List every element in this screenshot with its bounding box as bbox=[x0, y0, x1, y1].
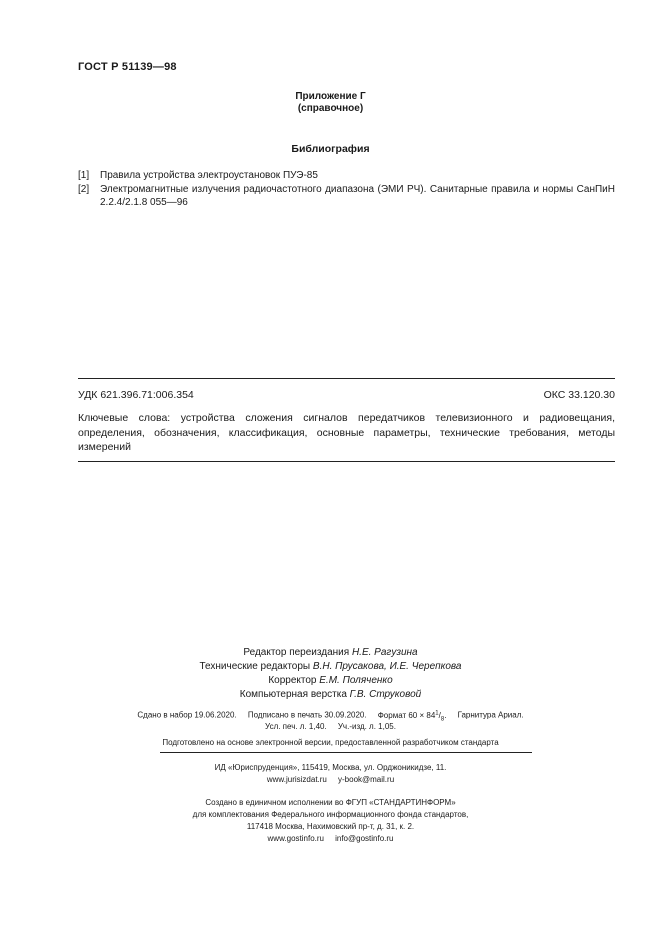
divider-top bbox=[78, 378, 615, 379]
credit-corrector bbox=[0, 674, 661, 688]
bibliography-entry-1 bbox=[78, 169, 615, 182]
signed-date: Подписано в печать 30.09.2020. bbox=[247, 710, 367, 720]
publisher-site-link[interactable]: www.jurisizdat.ru bbox=[266, 775, 327, 784]
publishing-row-1 bbox=[0, 710, 661, 722]
credit-layout bbox=[0, 688, 661, 702]
editor-label: Редактор переиздания bbox=[243, 647, 350, 658]
font-info: Гарнитура Ариал. bbox=[457, 710, 524, 720]
bibliography-title: Библиография bbox=[291, 143, 370, 155]
corrector-name: Е.М. Поляченко bbox=[319, 675, 393, 686]
print-sheets: Усл. печ. л. 1,40. bbox=[265, 722, 327, 731]
tech-editors-names: В.Н. Прусакова, И.Е. Черепкова bbox=[312, 661, 462, 672]
classification-row bbox=[78, 389, 615, 401]
udk-code: УДК 621.396.71:006.354 bbox=[78, 389, 194, 401]
creator-line-1: Создано в единичном исполнении во ФГУП «СТАНДАРТИНФОРМ» bbox=[205, 798, 456, 807]
publisher-email-link[interactable]: y-book@mail.ru bbox=[338, 775, 395, 784]
bibliography-entry-number: [2] bbox=[78, 184, 90, 195]
publisher-address: ИД «Юриспруденция», 115419, Москва, ул. Орджоникидзе, 11. bbox=[214, 763, 447, 772]
corrector-label: Корректор bbox=[268, 675, 317, 686]
tech-editors-label: Технические редакторы bbox=[199, 661, 311, 672]
document-code: ГОСТ Р 51139—98 bbox=[78, 61, 177, 73]
prepared-note: Подготовлено на основе электронной версии, предоставленной разработчиком стандарта bbox=[162, 738, 499, 747]
creator-site-link[interactable]: www.gostinfo.ru bbox=[267, 834, 324, 843]
typeset-date: Сдано в набор 19.06.2020. bbox=[137, 710, 237, 720]
divider-keywords bbox=[78, 461, 615, 462]
oks-code: ОКС 33.120.30 bbox=[543, 389, 615, 401]
publisher-contacts bbox=[0, 774, 661, 787]
editor-name: Н.Е. Рагузина bbox=[351, 647, 418, 658]
paper-format: Формат $60 \times 84^1/_8$. bbox=[377, 710, 447, 723]
bibliography-entry-2 bbox=[78, 183, 615, 209]
bibliography-entry-text: Правила устройства электроустановок ПУЭ-85 bbox=[100, 170, 318, 181]
creator-line-2: для комплектования Федерального информационного фонда стандартов, bbox=[192, 810, 469, 819]
creator-email-link[interactable]: info@gostinfo.ru bbox=[335, 834, 394, 843]
layout-name: Г.В. Струковой bbox=[349, 689, 422, 700]
keywords: Ключевые слова: устройства сложения сигналов передатчиков телевизионного и радиовещания, определения, обозначения, классификация, основные параметры, технические требования, методы измерений bbox=[78, 412, 615, 453]
creator-address: 117418 Москва, Нахимовский пр-т, д. 31, к. 2. bbox=[246, 822, 415, 831]
bibliography-entry-text: Электромагнитные излучения радиочастотного диапазона (ЭМИ РЧ). Санитарные правила и нормы СанПиН 2.2.4/2.1.8 055—96 bbox=[100, 184, 615, 208]
divider-publisher bbox=[160, 752, 532, 753]
creator-contacts bbox=[0, 833, 661, 846]
appendix-subtitle: (справочное) bbox=[297, 103, 364, 114]
credit-editor bbox=[0, 646, 661, 660]
publishing-row-2 bbox=[0, 722, 661, 731]
publishing-sheets: Уч.-изд. л. 1,05. bbox=[337, 722, 396, 731]
bibliography-entry-number: [1] bbox=[78, 170, 90, 181]
appendix-title: Приложение Г bbox=[295, 91, 366, 102]
credit-tech-editors bbox=[0, 660, 661, 674]
layout-label: Компьютерная верстка bbox=[239, 689, 347, 700]
